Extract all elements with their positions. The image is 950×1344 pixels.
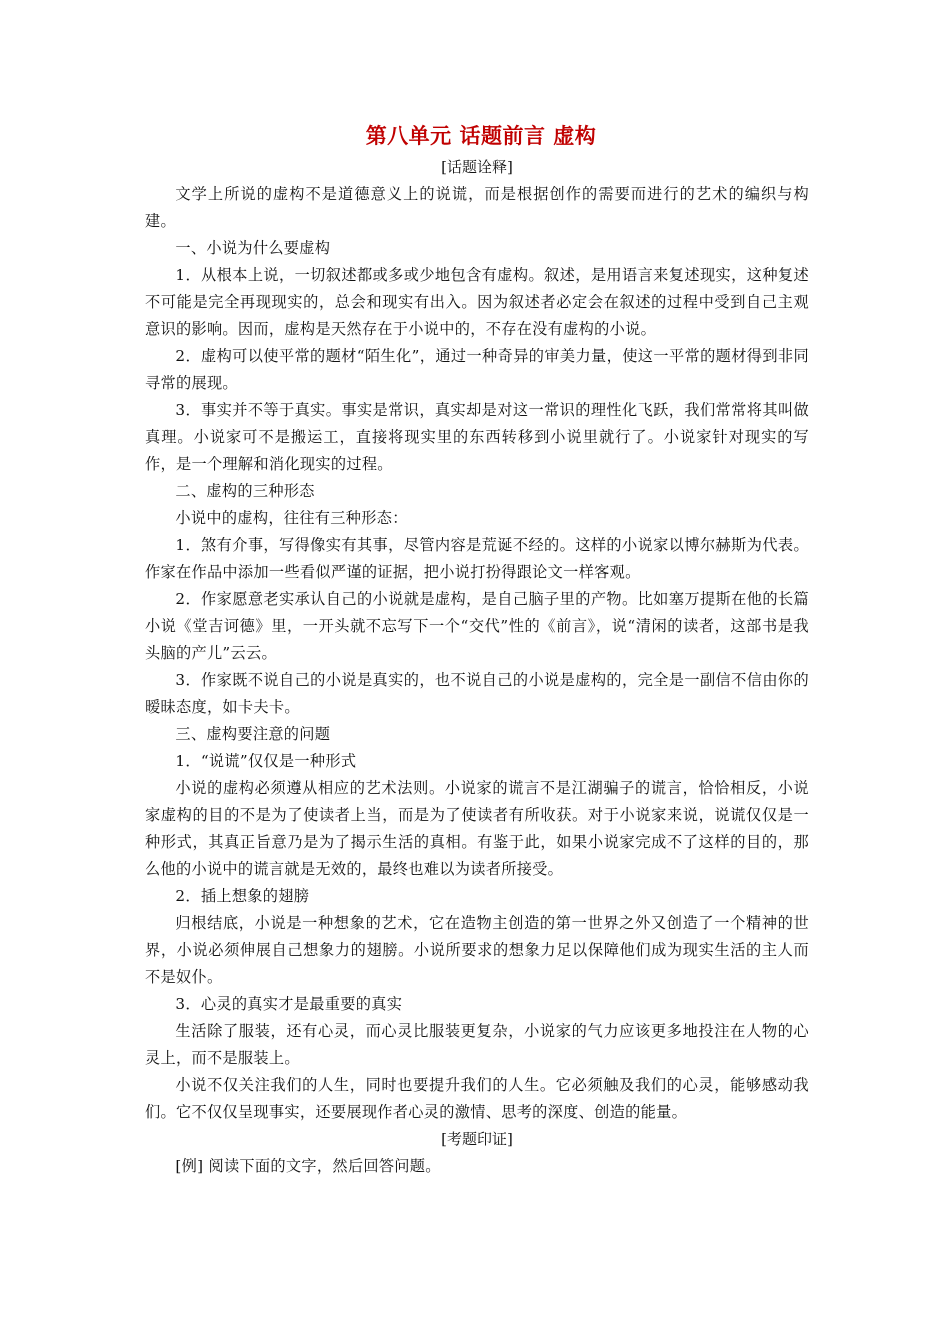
part3-sub2-title: 2．插上想象的翅膀	[175, 887, 310, 905]
part3-sub1-title: 1．“说谎”仅仅是一种形式	[175, 752, 357, 770]
document-page	[145, 118, 809, 1180]
page-title: 第八单元 话题前言 虚构	[365, 124, 597, 148]
part2-heading: 二、虚构的三种形态	[175, 482, 315, 500]
section-label-exam: [考题印证]	[441, 1130, 513, 1148]
part1-heading: 一、小说为什么要虚构	[175, 239, 331, 257]
part3-sub3-text-1: 生活除了服装，还有心灵，而心灵比服装更复杂，小说家的气力应该更多地投注在人物的心灵上，而不是服装上。	[145, 1022, 809, 1067]
intro-paragraph: 文学上所说的虚构不是道德意义上的说谎，而是根据创作的需要而进行的艺术的编织与构建。	[145, 185, 809, 230]
part1-item-1: 1．从根本上说，一切叙述都或多或少地包含有虚构。叙述，是用语言来复述现实，这种复述不可能是完全再现现实的，总会和现实有出入。因为叙述者必定会在叙述的过程中受到自己主观意识的影响。因而，虚构是天然存在于小说中的，不存在没有虚构的小说。	[145, 266, 809, 338]
part3-heading: 三、虚构要注意的问题	[175, 725, 331, 743]
part2-lead: 小说中的虚构，往往有三种形态：	[175, 509, 408, 527]
part2-item-1: 1．煞有介事，写得像实有其事，尽管内容是荒诞不经的。这样的小说家以博尔赫斯为代表。作家在作品中添加一些看似严谨的证据，把小说打扮得跟论文一样客观。	[145, 536, 809, 581]
part3-sub1-text: 小说的虚构必须遵从相应的艺术法则。小说家的谎言不是江湖骗子的谎言，恰恰相反，小说家虚构的目的不是为了使读者上当，而是为了使读者有所收获。对于小说家来说，说谎仅仅是一种形式，其真正旨意乃是为了揭示生活的真相。有鉴于此，如果小说家完成不了这样的目的，那么他的小说中的谎言就是无效的，最终也难以为读者所接受。	[145, 779, 809, 878]
section-label-topic-explanation: [话题诠释]	[441, 158, 513, 176]
example-prompt: [例] 阅读下面的文字，然后回答问题。	[175, 1157, 441, 1175]
part3-sub2-text: 归根结底，小说是一种想象的艺术，它在造物主创造的第一世界之外又创造了一个精神的世界，小说必须伸展自己想象力的翅膀。小说所要求的想象力足以保障他们成为现实生活的主人而不是奴仆。	[145, 914, 809, 986]
part3-sub3-text-2: 小说不仅关注我们的人生，同时也要提升我们的人生。它必须触及我们的心灵，能够感动我们。它不仅仅呈现事实，还要展现作者心灵的激情、思考的深度、创造的能量。	[145, 1076, 809, 1121]
part2-item-3: 3．作家既不说自己的小说是真实的，也不说自己的小说是虚构的，完全是一副信不信由你的暧昧态度，如卡夫卡。	[145, 671, 809, 716]
part1-item-3: 3．事实并不等于真实。事实是常识，真实却是对这一常识的理性化飞跃，我们常常将其叫做真理。小说家可不是搬运工，直接将现实里的东西转移到小说里就行了。小说家针对现实的写作，是一个理解和消化现实的过程。	[145, 401, 809, 473]
part2-item-2: 2．作家愿意老实承认自己的小说就是虚构，是自己脑子里的产物。比如塞万提斯在他的长篇小说《堂吉诃德》里，一开头就不忘写下一个“交代”性的《前言》，说“清闲的读者，这部书是我头脑的产儿”云云。	[145, 590, 809, 662]
part1-item-2: 2．虚构可以使平常的题材“陌生化”，通过一种奇异的审美力量，使这一平常的题材得到非同寻常的展现。	[145, 347, 809, 392]
part3-sub3-title: 3．心灵的真实才是最重要的真实	[175, 995, 403, 1013]
